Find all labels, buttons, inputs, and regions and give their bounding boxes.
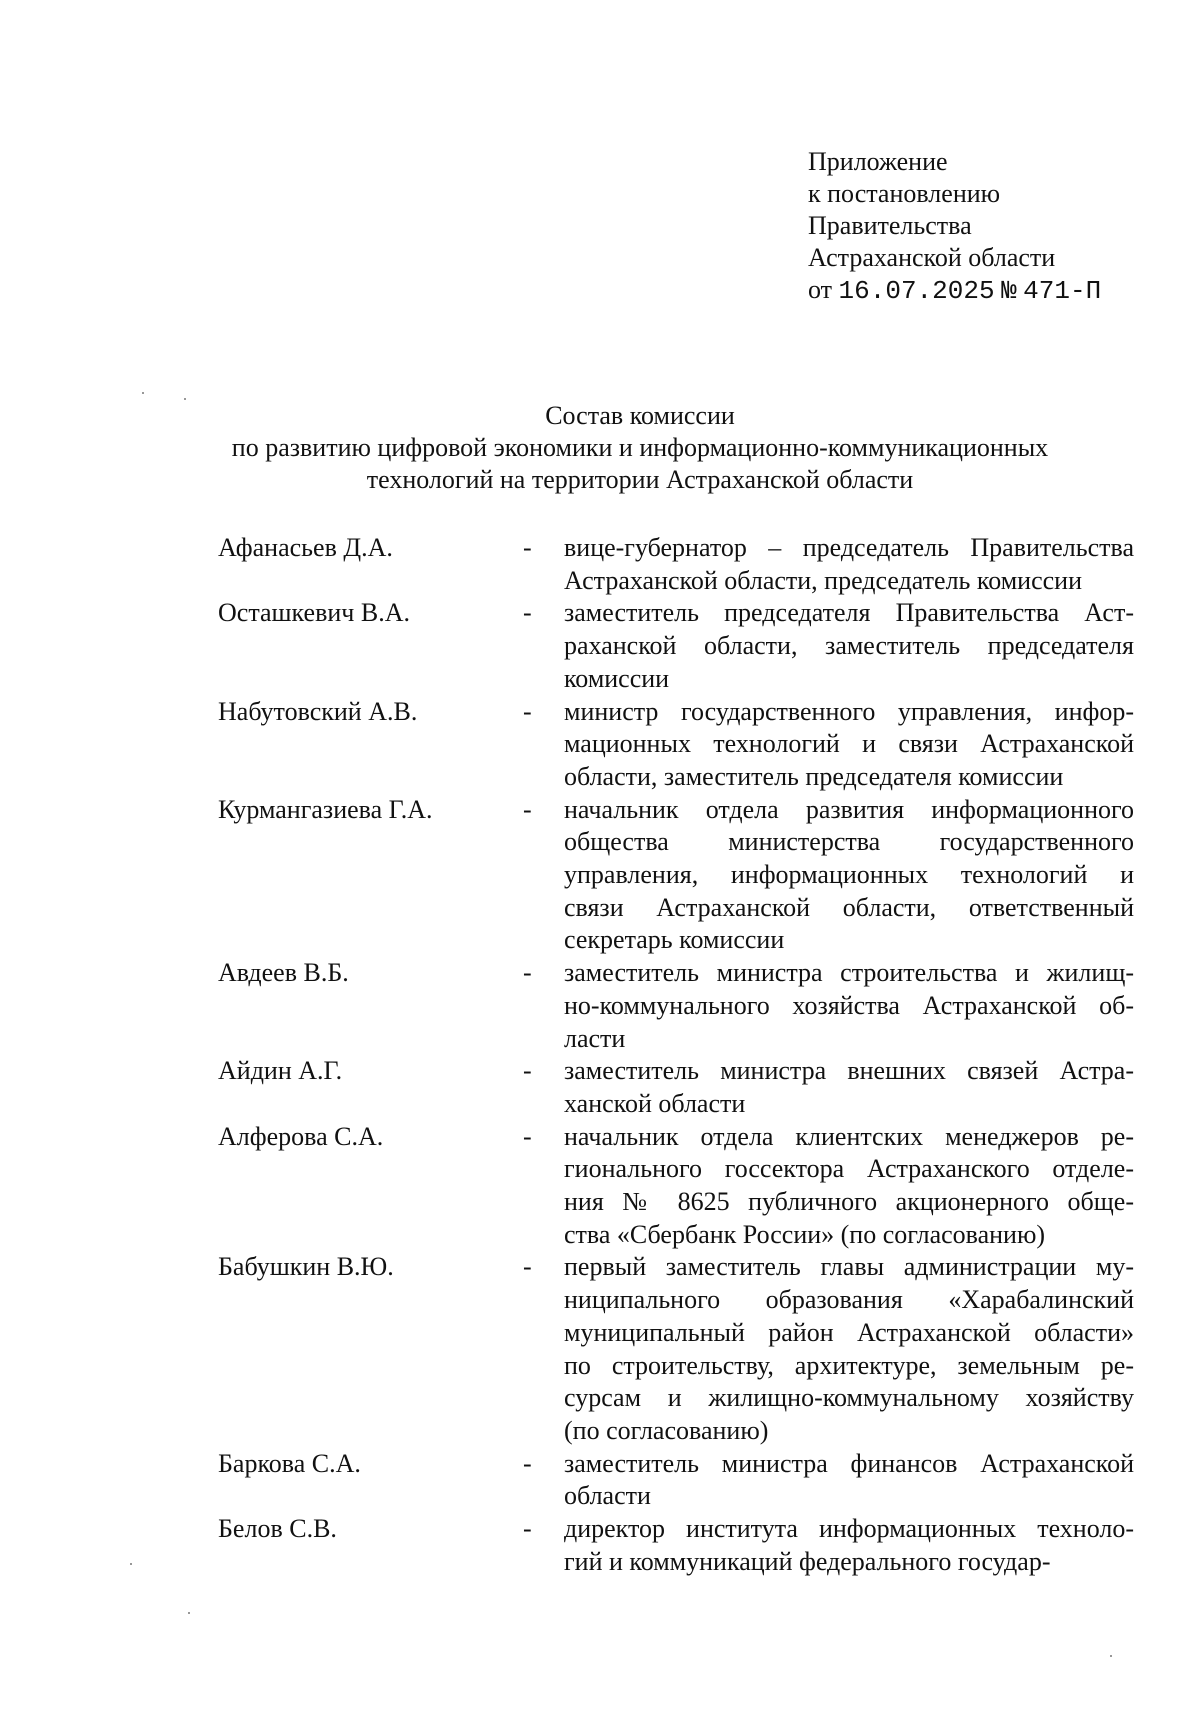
member-role-line: директор института информационных техноло- [564, 1514, 1134, 1544]
member-role-line: (по согласованию) [564, 1415, 769, 1445]
approval-line: Правительства [808, 211, 972, 240]
member-role-line: заместитель министра внешних связей Астра- [564, 1056, 1134, 1086]
member-role [564, 696, 1134, 794]
member-role [564, 1055, 1134, 1120]
member-role-line: ханской области [564, 1088, 746, 1118]
member-role [564, 794, 1134, 958]
member-row [218, 696, 1138, 794]
member-role-line: ниципального образования «Харабалинский [564, 1285, 1134, 1315]
member-role [564, 532, 1134, 597]
member-name: Белов С.В. [218, 1514, 337, 1544]
member-role-line: управления, информационных технологий и [564, 860, 1134, 890]
member-separator: - [523, 1448, 532, 1478]
approval-stamp-block [808, 146, 1101, 307]
member-name: Алферова С.А. [218, 1121, 384, 1151]
member-role-line: заместитель министра финансов Астраханской [564, 1448, 1134, 1478]
member-row [218, 597, 1138, 695]
title-line: по развитию цифровой экономики и информационно-коммуникационных [231, 433, 1049, 462]
member-role-line: раханской области, заместитель председателя [564, 631, 1134, 661]
member-row [218, 794, 1138, 958]
approval-date: 16.07.2025 [838, 276, 995, 306]
title-line: технологий на территории Астраханской области [366, 465, 914, 494]
member-separator: - [523, 794, 532, 824]
member-separator: - [523, 533, 532, 562]
member-role-line: секретарь комиссии [564, 925, 785, 955]
member-name: Афанасьев Д.А. [218, 533, 393, 562]
document-title [200, 400, 1080, 496]
member-role-line: области [564, 1481, 651, 1511]
member-name: Набутовский А.В. [218, 696, 418, 726]
member-separator: - [523, 1121, 532, 1151]
member-role-line: первый заместитель главы администрации му- [564, 1252, 1134, 1282]
member-separator: - [523, 1514, 532, 1544]
member-name: Айдин А.Г. [218, 1056, 343, 1086]
member-row [218, 1251, 1138, 1447]
member-role-line: связи Астраханской области, ответственный [564, 892, 1134, 922]
member-name: Бабушкин В.Ю. [218, 1252, 394, 1282]
scan-speck [188, 1612, 190, 1614]
member-row [218, 1513, 1138, 1578]
members-list [218, 532, 1138, 1579]
member-role-line: гий и коммуникаций федерального государ- [564, 1546, 1051, 1576]
member-row [218, 1055, 1138, 1120]
member-role-line: гионального госсектора Астраханского отделе- [564, 1154, 1134, 1184]
approval-line: Астраханской области [808, 243, 1056, 272]
member-role-line: Астраханской области, председатель комиссии [564, 565, 1082, 595]
member-role [564, 1121, 1134, 1252]
member-role [564, 957, 1134, 1055]
member-row [218, 1121, 1138, 1252]
scan-speck [184, 398, 186, 400]
member-role-line: области, заместитель председателя комиссии [564, 761, 1064, 791]
member-role-line: вице-губернатор – председатель Правительства [564, 533, 1134, 562]
member-name: Авдеев В.Б. [218, 958, 349, 988]
approval-line: к постановлению [808, 179, 1001, 208]
member-name: Осташкевич В.А. [218, 598, 410, 628]
member-role-line: начальник отдела развития информационного [564, 794, 1134, 824]
number-sign: № [1001, 276, 1017, 306]
approval-number: 471-П [1023, 276, 1102, 306]
member-role-line: но-коммунального хозяйства Астраханской об- [564, 990, 1134, 1020]
member-role-line: общества министерства государственного [564, 827, 1134, 857]
member-role-line: по строительству, архитектуре, земельным ре- [564, 1350, 1134, 1380]
member-separator: - [523, 1056, 532, 1086]
member-role-line: ства «Сбербанк России» (по согласованию) [564, 1219, 1046, 1249]
member-separator: - [523, 958, 532, 988]
scan-speck [130, 1563, 132, 1565]
member-separator: - [523, 696, 532, 726]
member-role-line: муниципальный район Астраханской области» [564, 1317, 1134, 1347]
member-row [218, 1448, 1138, 1513]
member-row [218, 957, 1138, 1055]
member-role-line: сурсам и жилищно-коммунальному хозяйству [564, 1383, 1134, 1413]
member-role-line: министр государственного управления, инфор- [564, 696, 1134, 726]
member-role-line: заместитель председателя Правительства Аст- [564, 598, 1134, 628]
member-row [218, 532, 1138, 597]
scan-speck [1110, 1655, 1112, 1657]
member-role [564, 1251, 1134, 1447]
member-role [564, 1448, 1134, 1513]
member-role-line: начальник отдела клиентских менеджеров ре- [564, 1121, 1134, 1151]
member-role-line: заместитель министра строительства и жилищ- [564, 958, 1134, 988]
approval-date-line [808, 274, 1101, 307]
member-role [564, 597, 1134, 695]
member-separator: - [523, 1252, 532, 1282]
member-separator: - [523, 598, 532, 628]
member-role-line: ния № 8625 публичного акционерного обще- [564, 1187, 1134, 1217]
date-prefix: от [808, 275, 833, 304]
scan-speck [142, 392, 144, 394]
approval-line: Приложение [808, 147, 948, 176]
title-line: Состав комиссии [545, 401, 735, 430]
member-role [564, 1513, 1134, 1578]
member-role-line: комиссии [564, 663, 670, 693]
member-name: Курмангазиева Г.А. [218, 794, 433, 824]
member-role-line: ласти [564, 1023, 626, 1053]
member-role-line: мационных технологий и связи Астраханской [564, 729, 1134, 759]
member-name: Баркова С.А. [218, 1448, 361, 1478]
